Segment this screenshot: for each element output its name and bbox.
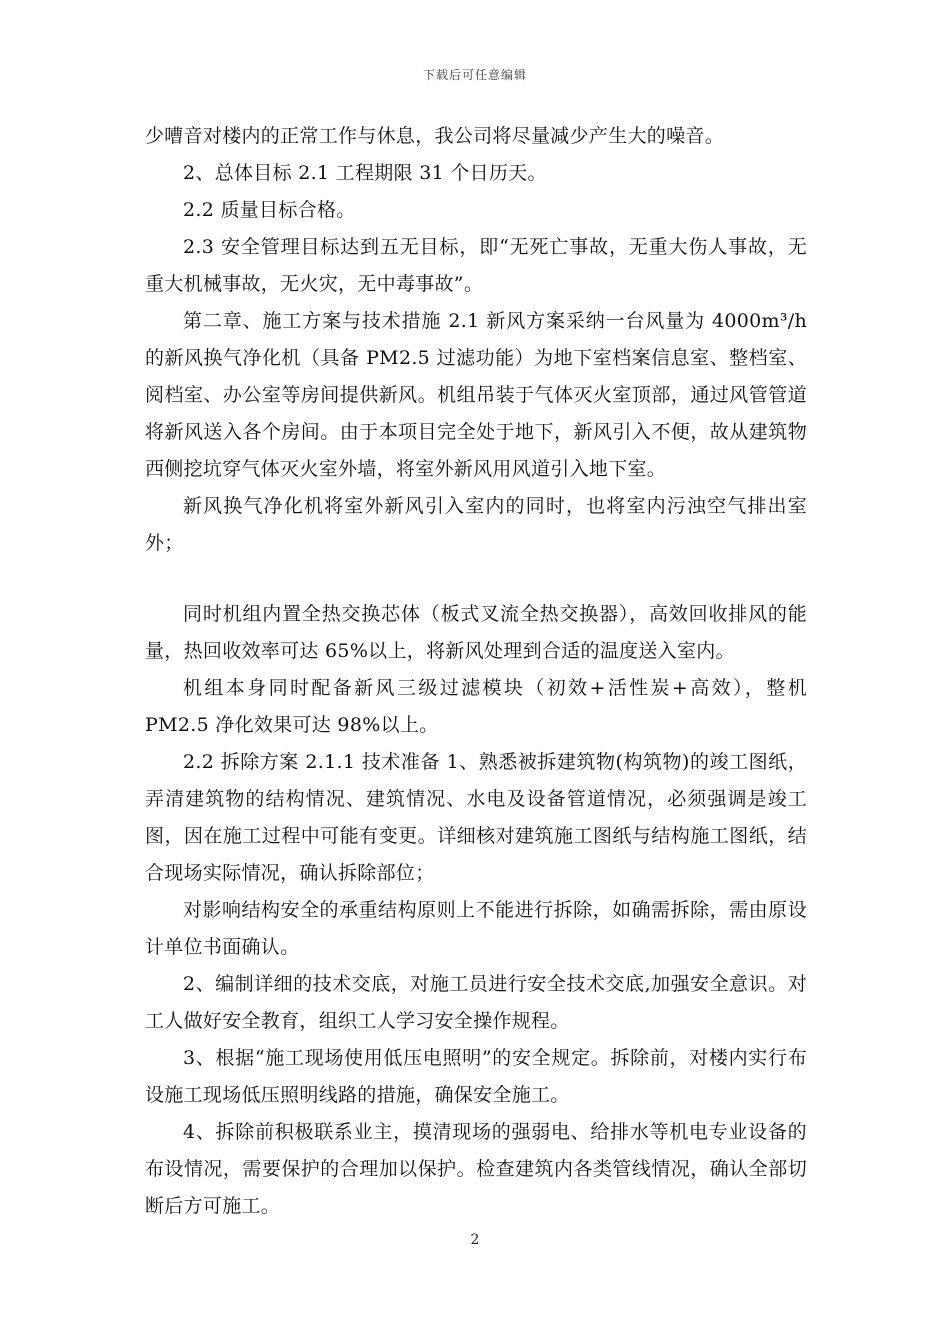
page-number: 2 [470,1232,480,1248]
paragraph-low-voltage: 3、根据“施工现场使用低压电照明”的安全规定。拆除前，对楼内实行布设施工现场低压照明线路的措施，确保安全施工。 [145,1047,807,1106]
paragraph-continuation: 少嘈音对楼内的正常工作与休息，我公司将尽量减少产生大的噪音。 [145,125,725,147]
paragraph-overall-goal: 2、总体目标 2.1 工程期限 31 个日历天。 [183,162,547,184]
paragraph-heat-exchange: 同时机组内置全热交换芯体（板式叉流全热交换器），高效回收排风的能量，热回收效率可达 65%以上，将新风处理到合适的温度送入室内。 [145,603,807,662]
document-body [145,118,807,1225]
page-header: 下载后可任意编辑 [422,68,527,82]
paragraph-demolition-plan: 2.2 拆除方案 2.1.1 技术准备 1、熟悉被拆建筑物(构筑物)的竣工图纸，弄清建筑物的结构情况、建筑情况、水电及设备管道情况，必须强调是竣工图，因在施工过程中可能有变更。详细核对建筑施工图纸与结构施工图纸，结合现场实际情况，确认拆除部位； [145,751,807,884]
paragraph-safety-goal: 2.3 安全管理目标达到五无目标，即“无死亡事故，无重大伤人事故，无重大机械事故，无火灾，无中毒事故”。 [145,236,807,295]
paragraph-technical-briefing: 2、编制详细的技术交底，对施工员进行安全技术交底,加强安全意识。对工人做好安全教育，组织工人学习安全操作规程。 [145,973,807,1032]
paragraph-quality-goal: 2.2 质量目标合格。 [183,199,356,221]
paragraph-gap [145,562,807,596]
paragraph-chapter-two: 第二章、施工方案与技术措施 2.1 新风方案采纳一台风量为 4000m³/h 的新风换气净化机（具备 PM2.5 过滤功能）为地下室档案信息室、整档室、阅档室、办公室等房间提供新风。机组吊装于气体灭火室顶部，通过风管管道将新风送入各个房间。由于本项目完全处于地下，新风引入不便，故从建筑物西侧挖坑穿气体灭火室外墙，将室外新风用风道引入地下室。 [145,310,807,480]
paragraph-load-bearing: 对影响结构安全的承重结构原则上不能进行拆除，如确需拆除，需由原设计单位书面确认。 [145,899,807,958]
paragraph-fresh-air-exhaust: 新风换气净化机将室外新风引入室内的同时，也将室内污浊空气排出室外； [145,495,807,554]
paragraph-filter-module: 机组本身同时配备新风三级过滤模块（初效+活性炭+高效），整机 PM2.5 净化效果可达 98%以上。 [145,677,807,736]
paragraph-contact-owner: 4、拆除前积极联系业主，摸清现场的强弱电、给排水等机电专业设备的布设情况，需要保护的合理加以保护。检查建筑内各类管线情况，确认全部切断后方可施工。 [145,1121,807,1217]
